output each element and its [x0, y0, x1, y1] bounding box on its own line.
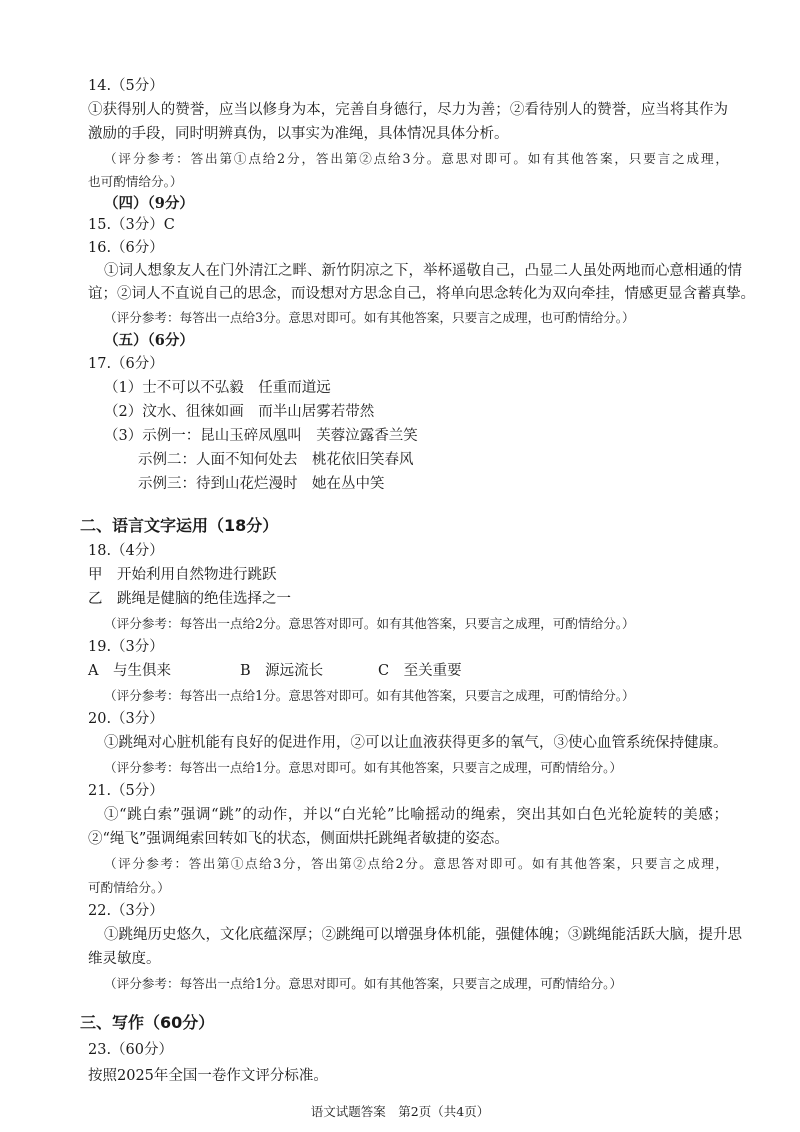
- section3-heading: 三、写作（60分）: [80, 1013, 215, 1032]
- q17-heading: 17.（6分）: [88, 356, 164, 372]
- q18-heading: 18.（4分）: [88, 543, 164, 559]
- q16-scoring-note: （评分参考：每答出一点给3分。意思对即可。如有其他答案，只要言之成理，也可酌情给分。）: [104, 310, 635, 325]
- q22-heading: 22.（3分）: [88, 903, 164, 919]
- q17-answer-5: 示例三：待到山花烂漫时 她在丛中笑: [138, 476, 385, 492]
- q17-answer-1: （1）士不可以不弘毅 任重而道远: [104, 380, 331, 396]
- page-footer: 语文试题答案 第2页（共4页）: [310, 1104, 490, 1119]
- q18-scoring-note: （评分参考：每答出一点给2分。意思答对即可。如有其他答案，只要言之成理，可酌情给分。）: [104, 616, 635, 631]
- q19-option-a: A 与生俱来: [88, 663, 171, 679]
- q19-option-c: C 至关重要: [378, 663, 462, 679]
- q16-answer-line1: ①词人想象友人在门外清江之畔、新竹阴凉之下，举杯遥敬自己，凸显二人虽处两地而心意相通的情: [104, 263, 742, 279]
- q23-answer: 按照2025年全国一卷作文评分标准。: [88, 1068, 328, 1084]
- q14-answer-line1: ①获得别人的赞誉，应当以修身为本，完善自身德行，尽力为善；②看待别人的赞誉，应当将其作为: [88, 102, 728, 118]
- q17-answer-4: 示例二：人面不知何处去 桃花依旧笑春风: [138, 452, 414, 468]
- q20-scoring-note: （评分参考：每答出一点给1分。意思对即可。如有其他答案，只要言之成理，可酌情给分。）: [104, 760, 623, 775]
- q19-scoring-note: （评分参考：每答出一点给1分。意思答对即可。如有其他答案，只要言之成理，可酌情给分。）: [104, 688, 635, 703]
- q14-scoring-note-line1: （评分参考：答出第①点给2分，答出第②点给3分。意思对即可。如有其他答案，只要言之成理，: [104, 151, 728, 166]
- q16-answer-line2: 谊；②词人不直说自己的思念，而设想对方思念自己，将单向思念转化为双向牵挂，情感更显含蓄真挚。: [88, 286, 755, 302]
- q18-answer-a: 甲 开始利用自然物进行跳跃: [88, 567, 277, 583]
- q22-answer-line2: 维灵敏度。: [88, 951, 161, 967]
- q21-scoring-note-line1: （评分参考：答出第①点给3分，答出第②点给2分。意思答对即可。如有其他答案，只要言之成理，: [104, 856, 728, 871]
- q20-answer: ①跳绳对心脏机能有良好的促进作用，②可以让血液获得更多的氧气，③使心血管系统保持健康。: [104, 735, 728, 751]
- q21-answer-line2: ②“绳飞”强调绳索回转如飞的状态，侧面烘托跳绳者敏捷的姿态。: [88, 831, 509, 847]
- q18-answer-b: 乙 跳绳是健脑的绝佳选择之一: [88, 591, 291, 607]
- q14-scoring-note-line2: 也可酌情给分。）: [88, 174, 183, 189]
- q22-scoring-note: （评分参考：每答出一点给1分。意思对即可。如有其他答案，只要言之成理，可酌情给分。）: [104, 976, 623, 991]
- section2-heading: 二、语言文字运用（18分）: [80, 516, 279, 535]
- q17-answer-2: （2）汶水、徂徕如画 而半山居雾若带然: [104, 404, 375, 420]
- q15-heading: 15.（3分）C: [88, 217, 175, 233]
- q19-heading: 19.（3分）: [88, 639, 164, 655]
- q21-heading: 21.（5分）: [88, 783, 164, 799]
- q23-heading: 23.（60分）: [88, 1042, 174, 1058]
- part4-heading: （四）（9分）: [104, 195, 194, 212]
- q19-option-b: B 源远流长: [240, 663, 324, 679]
- q16-heading: 16.（6分）: [88, 240, 164, 256]
- q17-answer-3: （3）示例一：昆山玉碎凤凰叫 芙蓉泣露香兰笑: [104, 428, 418, 444]
- part5-heading: （五）（6分）: [104, 332, 194, 349]
- q22-answer-line1: ①跳绳历史悠久，文化底蕴深厚；②跳绳可以增强身体机能，强健体魄；③跳绳能活跃大脑，提升思: [104, 927, 742, 943]
- q21-scoring-note-line2: 可酌情给分。）: [88, 880, 170, 895]
- q20-heading: 20.（3分）: [88, 711, 164, 727]
- q14-answer-line2: 激励的手段，同时明辨真伪，以事实为准绳，具体情况具体分析。: [88, 126, 509, 142]
- q14-heading: 14.（5分）: [88, 78, 164, 94]
- q21-answer-line1: ①“跳白索”强调“跳”的动作，并以“白光轮”比喻摇动的绳索，突出其如白色光轮旋转的美感；: [104, 807, 728, 823]
